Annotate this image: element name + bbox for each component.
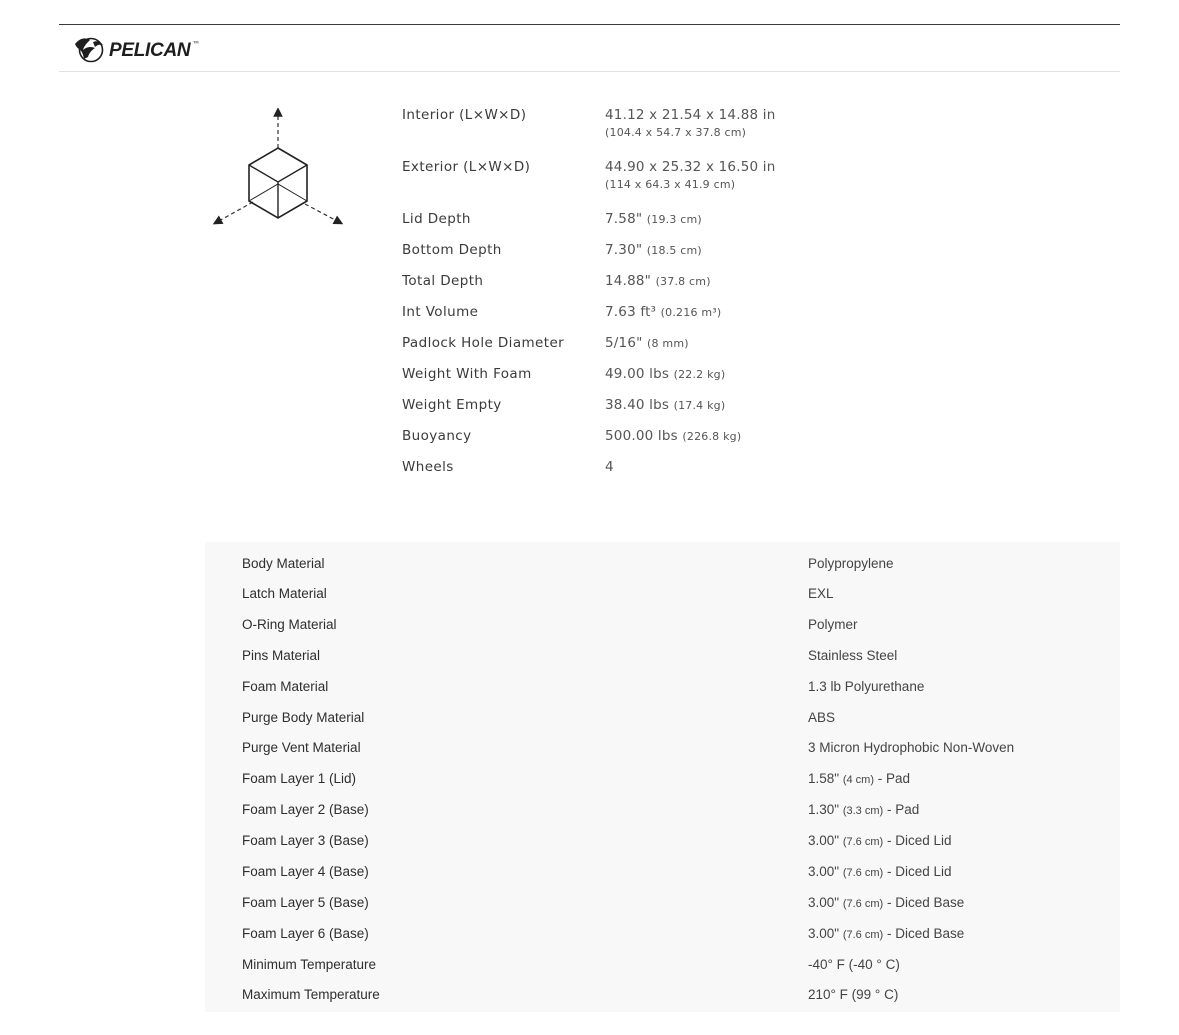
material-value-suffix: - Diced Lid xyxy=(886,833,952,848)
material-value: 210° F (99 ° C) xyxy=(808,987,899,1002)
spec-label: Bottom Depth xyxy=(402,242,502,258)
spec-value-imperial: 4 xyxy=(605,459,614,475)
material-value-imperial: 3.00" xyxy=(808,864,840,879)
materials-row xyxy=(205,617,1120,639)
spec-value xyxy=(605,159,776,191)
material-value-metric: (7.6 cm) xyxy=(842,836,884,848)
material-label: Foam Material xyxy=(242,679,329,694)
brand-wordmark: PELICAN xyxy=(109,40,191,61)
material-value-imperial: 1.58" xyxy=(808,771,840,786)
material-value-imperial: 3.00" xyxy=(808,926,840,941)
site-header xyxy=(59,25,1120,72)
spec-value xyxy=(605,242,702,258)
materials-row xyxy=(205,957,1120,979)
material-label: Foam Layer 2 (Base) xyxy=(242,802,369,817)
material-value: EXL xyxy=(808,586,834,601)
materials-row xyxy=(205,895,1120,917)
spec-value-imperial: 7.30" xyxy=(605,242,643,258)
spec-value-imperial: 14.88" xyxy=(605,273,652,289)
spec-value-imperial: 38.40 lbs xyxy=(605,397,670,413)
spec-label: Padlock Hole Diameter xyxy=(402,335,565,351)
material-label: O-Ring Material xyxy=(242,617,337,632)
spec-value-imperial: 44.90 x 25.32 x 16.50 in xyxy=(605,159,776,175)
spec-label: Wheels xyxy=(402,459,454,475)
material-value: Polypropylene xyxy=(808,556,894,571)
material-label: Latch Material xyxy=(242,586,327,601)
spec-row-total-depth xyxy=(402,273,776,304)
spec-label: Weight With Foam xyxy=(402,366,532,382)
pelican-bird-icon xyxy=(71,34,107,68)
spec-value-metric: (8 mm) xyxy=(647,337,689,350)
material-value-imperial: 3.00" xyxy=(808,833,840,848)
material-value-metric: (7.6 cm) xyxy=(842,898,884,910)
trademark-symbol: ™ xyxy=(192,39,201,49)
spec-value-metric: (114 x 64.3 x 41.9 cm) xyxy=(605,178,736,191)
material-value-suffix: - Diced Base xyxy=(886,926,965,941)
spec-value-metric: (0.216 m³) xyxy=(660,306,722,319)
material-label: Minimum Temperature xyxy=(242,957,377,972)
materials-row xyxy=(205,926,1120,948)
spec-label: Exterior (L×W×D) xyxy=(402,159,531,175)
material-label: Foam Layer 1 (Lid) xyxy=(242,771,357,786)
material-value-imperial: 1.30" xyxy=(808,802,840,817)
material-value: -40° F (-40 ° C) xyxy=(808,957,900,972)
spec-label: Lid Depth xyxy=(402,211,471,227)
material-label: Foam Layer 6 (Base) xyxy=(242,926,369,941)
spec-value xyxy=(605,428,741,444)
spec-value xyxy=(605,211,702,227)
spec-label: Weight Empty xyxy=(402,397,502,413)
material-label: Pins Material xyxy=(242,648,321,663)
material-value-metric: (7.6 cm) xyxy=(842,867,884,879)
spec-value xyxy=(605,366,725,382)
spec-value xyxy=(605,397,725,413)
spec-value-metric: (17.4 kg) xyxy=(673,399,726,412)
spec-row-weight-empty xyxy=(402,397,776,428)
material-value-metric: (4 cm) xyxy=(842,774,875,786)
material-value-suffix: - Diced Lid xyxy=(886,864,952,879)
material-value-suffix: - Diced Base xyxy=(886,895,965,910)
material-label: Purge Body Material xyxy=(242,710,365,725)
spec-value xyxy=(605,273,711,289)
spec-value-metric: (104.4 x 54.7 x 37.8 cm) xyxy=(605,126,747,139)
material-value-imperial: 3.00" xyxy=(808,895,840,910)
materials-row xyxy=(205,648,1120,670)
spec-value-imperial: 500.00 lbs xyxy=(605,428,678,444)
material-value xyxy=(808,771,910,786)
materials-row xyxy=(205,740,1120,762)
materials-table xyxy=(205,542,1120,1012)
material-label: Body Material xyxy=(242,556,325,571)
material-value xyxy=(808,895,964,910)
spec-label: Buoyancy xyxy=(402,428,472,444)
material-value xyxy=(808,864,951,879)
spec-label: Total Depth xyxy=(402,273,484,289)
material-value: Polymer xyxy=(808,617,858,632)
material-value: Stainless Steel xyxy=(808,648,898,663)
material-value-suffix: - Pad xyxy=(877,771,911,786)
box-dimensions-icon xyxy=(213,108,343,228)
spec-value-metric: (37.8 cm) xyxy=(655,275,711,288)
material-value xyxy=(808,802,919,817)
spec-value xyxy=(605,335,689,351)
material-value-metric: (7.6 cm) xyxy=(842,929,884,941)
material-value: 1.3 lb Polyurethane xyxy=(808,679,925,694)
spec-value-imperial: 7.58" xyxy=(605,211,643,227)
spec-row-int-volume xyxy=(402,304,776,335)
materials-row xyxy=(205,987,1120,1009)
materials-row xyxy=(205,710,1120,732)
spec-row-weight-with-foam xyxy=(402,366,776,397)
spec-row-padlock-hole xyxy=(402,335,776,366)
materials-row xyxy=(205,679,1120,701)
material-label: Foam Layer 4 (Base) xyxy=(242,864,369,879)
materials-row xyxy=(205,864,1120,886)
spec-row-interior xyxy=(402,107,776,159)
spec-row-bottom-depth xyxy=(402,242,776,273)
dimension-specs-list xyxy=(402,107,776,490)
spec-value-metric: (226.8 kg) xyxy=(682,430,742,443)
material-label: Purge Vent Material xyxy=(242,740,361,755)
spec-value-metric: (18.5 cm) xyxy=(646,244,702,257)
spec-row-lid-depth xyxy=(402,211,776,242)
material-value: ABS xyxy=(808,710,836,725)
spec-value-imperial: 49.00 lbs xyxy=(605,366,670,382)
spec-value-imperial: 41.12 x 21.54 x 14.88 in xyxy=(605,107,776,123)
spec-value-metric: (19.3 cm) xyxy=(646,213,702,226)
spec-row-buoyancy xyxy=(402,428,776,459)
materials-row xyxy=(205,586,1120,608)
spec-row-exterior xyxy=(402,159,776,211)
material-value-suffix: - Pad xyxy=(886,802,920,817)
material-value xyxy=(808,833,951,848)
pelican-logo[interactable] xyxy=(71,34,200,68)
material-label: Foam Layer 5 (Base) xyxy=(242,895,369,910)
spec-label: Interior (L×W×D) xyxy=(402,107,527,123)
spec-value-metric: (22.2 kg) xyxy=(673,368,726,381)
material-label: Foam Layer 3 (Base) xyxy=(242,833,369,848)
material-label: Maximum Temperature xyxy=(242,987,380,1002)
materials-row xyxy=(205,833,1120,855)
spec-label: Int Volume xyxy=(402,304,479,320)
spec-value xyxy=(605,107,776,139)
spec-value-imperial: 5/16" xyxy=(605,335,643,351)
materials-row xyxy=(205,802,1120,824)
materials-row xyxy=(205,556,1120,578)
material-value: 3 Micron Hydrophobic Non-Woven xyxy=(808,740,1015,755)
materials-row xyxy=(205,771,1120,793)
material-value-metric: (3.3 cm) xyxy=(842,805,884,817)
spec-value xyxy=(605,304,721,320)
spec-value xyxy=(605,459,614,475)
spec-value-imperial: 7.63 ft³ xyxy=(605,304,657,320)
spec-row-wheels xyxy=(402,459,776,490)
material-value xyxy=(808,926,964,941)
